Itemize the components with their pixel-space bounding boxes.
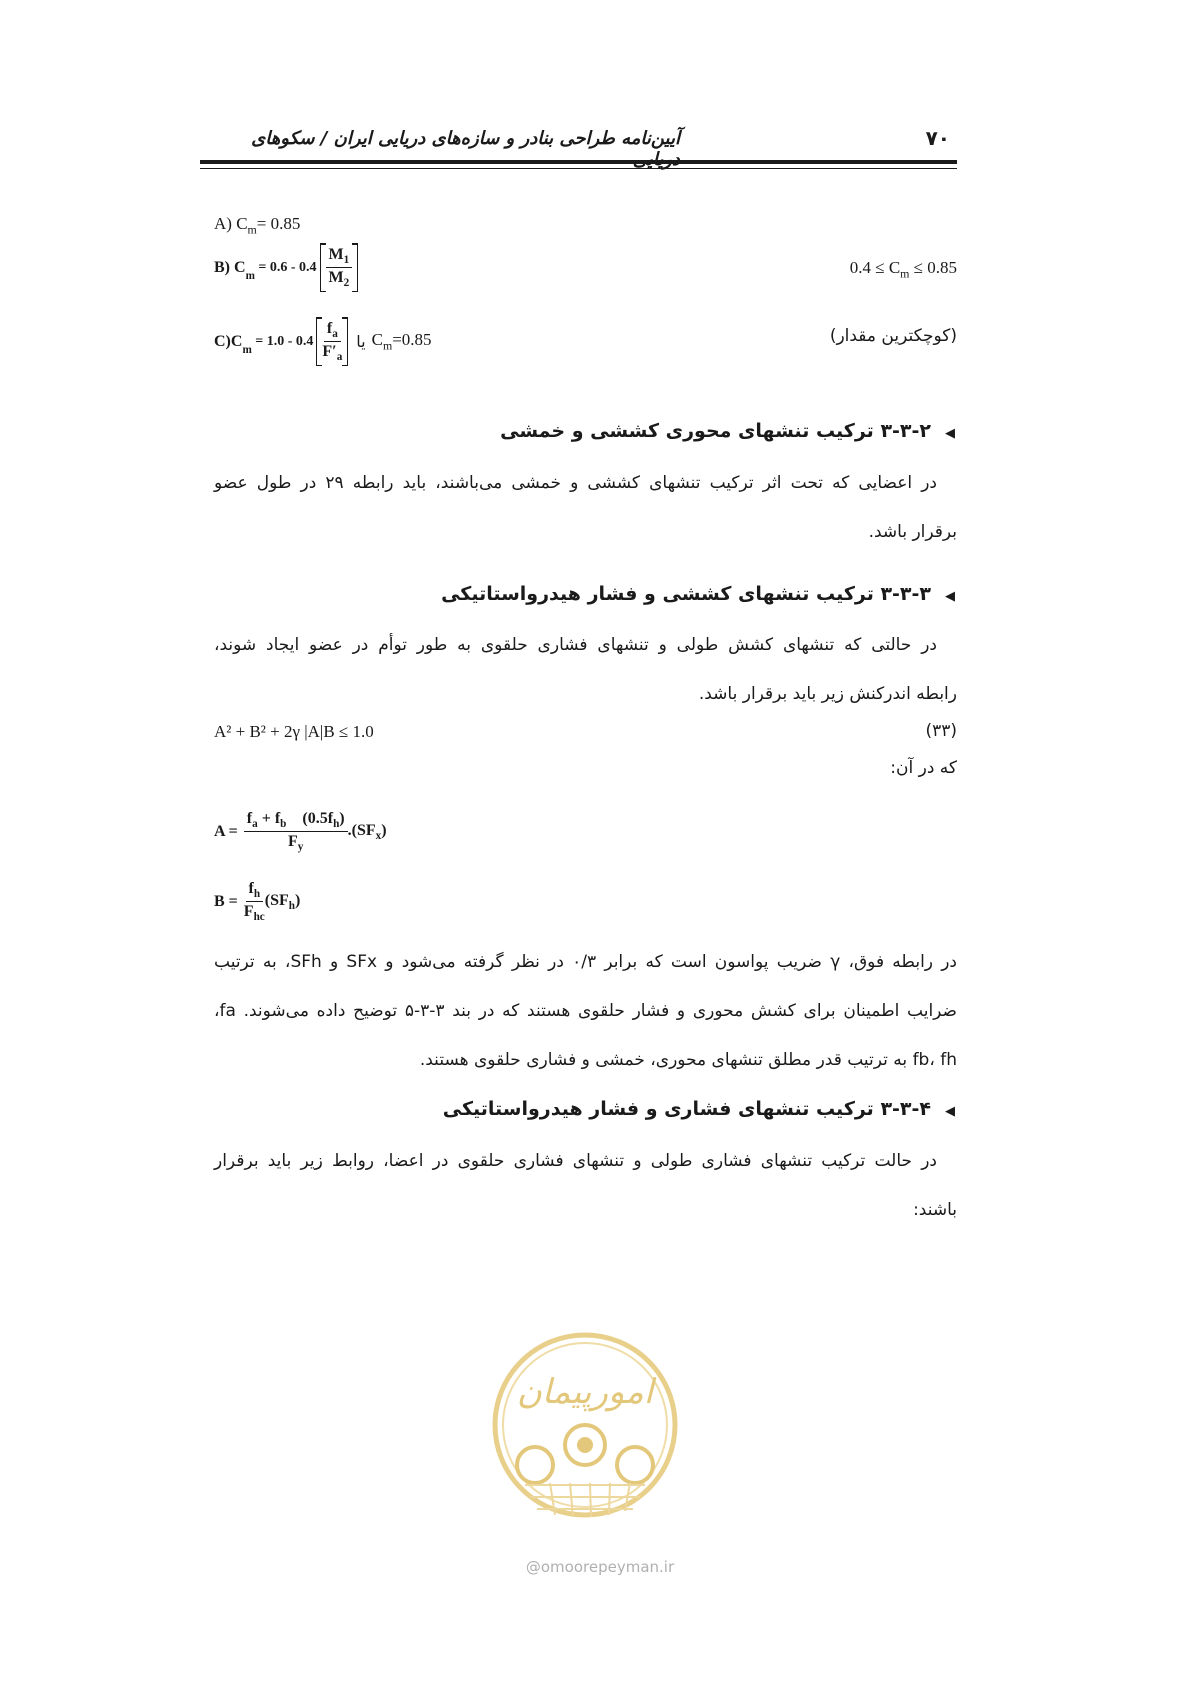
bullet-triangle-icon: ◀ xyxy=(945,1104,955,1119)
header-rule-thin xyxy=(200,168,957,169)
watermark-logo xyxy=(485,1325,685,1555)
equation-A: A = $\frac{f_a + f_b (0.5f_h)}{F_y}$ $.(SF_x)$ xyxy=(214,810,387,854)
equation-B: B = $\frac{f_h}{F_{hc}}$ $(SF_h)$ xyxy=(214,880,301,924)
running-header-title: آیین‌نامه طراحی بنادر و سازه‌های دریایی ایران / سکوهای xyxy=(251,128,680,149)
equation-number: (۳۳) xyxy=(925,721,957,741)
section-3-3-3-paragraph: در حالتی که تنشهای کشش طولی و تنشهای فشاری حلقوی به طور توأم در عضو ایجاد شوند، رابطه اندرکنش زیر باید برقرار باشد. xyxy=(214,635,957,704)
watermark-site: @omoorepeyman.ir xyxy=(525,1558,675,1576)
watermark-logo-text: امورپیمان xyxy=(516,1372,654,1412)
page-number: ۷۰ xyxy=(925,126,950,150)
section-3-3-3-explanation: در رابطه فوق، γ ضریب پواسون است که برابر ۰/۳ در نظر گرفته می‌شود و SFx و SFh، به ترتیب ضرایب اطمینان برای کشش محوری و فشار حلقوی هستند که در بند ۳-۳-۵ توضیح داده می‌شوند. fa، fb، fh به ترتیب قدر مطلق تنشهای محوری، خمشی و فشاری حلقوی هستند. xyxy=(214,952,957,1070)
cm-note: (کوچکترین مقدار) xyxy=(829,326,957,346)
section-heading-3-3-3: ◀۳-۳-۳ ترکیب تنشهای کششی و فشار هیدرواستاتیکی xyxy=(441,583,955,605)
cm-formula-b: B) C $_m$ = 0.6 - 0.4 $\frac{M_1}{M_2}$ xyxy=(214,244,358,291)
header-rule-thick xyxy=(200,160,957,164)
section-3-3-2-paragraph: در اعضایی که تحت اثر ترکیب تنشهای کششی و خمشی می‌باشند، باید رابطه ۲۹ در طول عضو برقرار باشد. xyxy=(214,473,957,542)
section-heading-3-3-2: ◀۳-۳-۲ ترکیب تنشهای محوری کششی و خمشی xyxy=(500,420,955,442)
section-3-3-4-paragraph: در حالت ترکیب تنشهای فشاری طولی و تنشهای فشاری حلقوی در اعضا، روابط زیر باید برقرار باشند: xyxy=(214,1151,957,1220)
bullet-triangle-icon: ◀ xyxy=(945,589,955,604)
cm-formula-c: C)C $_m$ = 1.0 - 0.4 $\frac{f_a}{F'_a}$ یا $C_m=0.85$ xyxy=(214,318,432,365)
where-label: که در آن: xyxy=(890,758,957,778)
bullet-triangle-icon: ◀ xyxy=(945,426,955,441)
interaction-equation: A² + B² + 2γ |A|B ≤ 1.0 xyxy=(214,722,374,741)
cm-formula-a: A) $C_m= 0.85$ xyxy=(214,214,301,237)
cm-range: $0.4 \le C_m \le 0.85$ xyxy=(849,258,957,281)
section-heading-3-3-4: ◀۳-۳-۴ ترکیب تنشهای فشاری و فشار هیدرواستاتیکی xyxy=(442,1098,955,1120)
